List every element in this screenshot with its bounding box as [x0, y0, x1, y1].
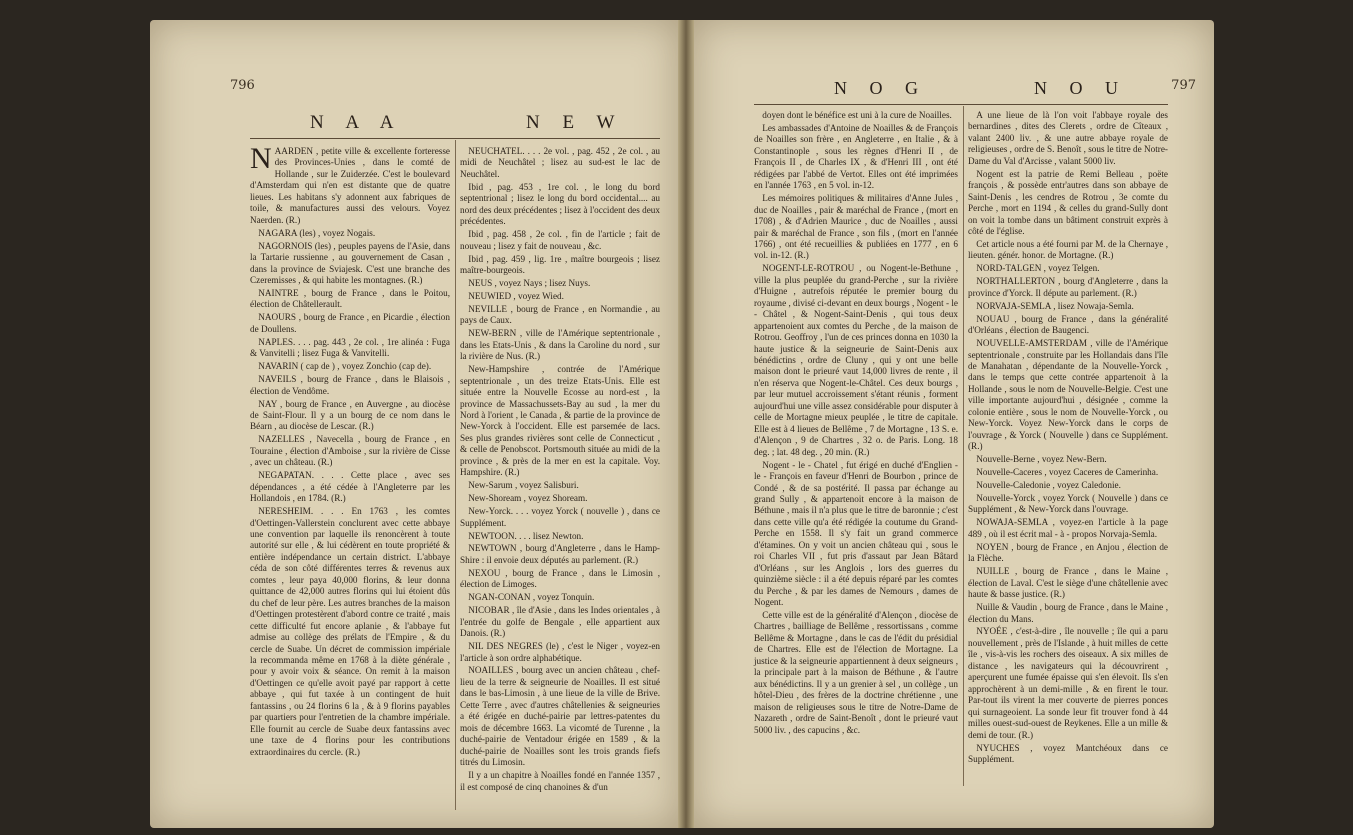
- entry-paragraph: NEVILLE , bourg de France , en Normandie , au pays de Caux.: [460, 303, 660, 326]
- entry-paragraph: Nuille & Vaudin , bourg de France , dans le Maine , élection du Mans.: [968, 602, 1168, 624]
- entry-paragraph: NEXOU , bourg de France , dans le Limosin , élection de Limoges.: [460, 567, 660, 590]
- entry-paragraph: NOWAJA-SEMLA , voyez-en l'article à la page 489 , où il est écrit mal - à - propos Norvaja-Semla.: [968, 517, 1168, 539]
- left-page: [150, 20, 678, 828]
- entry-paragraph: NOUVELLE-AMSTERDAM , ville de l'Amérique septentrionale , construite par les Hollandais dans l'île de Manahatan , dépendante de la Nouvelle-Yorck , dans le temps que cette contrée appartenoit à la Hollande , sous le nom de Nouvelle-Belgie. C'est une ville importante aujourd'hui , désignée , comme la colonie entière , sous le nom de Nouvelle-Yorck , ou New-Yorck. Voyez New-Yorck dans le corps de l'ouvrage , & Yorck ( Nouvelle ) dans ce Supplément. (R.): [968, 338, 1168, 452]
- right-page-number: 797: [1171, 78, 1196, 93]
- right-running-head-2: N O U: [1034, 78, 1127, 98]
- entry-paragraph: NAOURS , bourg de France , en Picardie , élection de Doullens.: [250, 312, 450, 334]
- entry-paragraph: NYOÉE , c'est-à-dire , île nouvelle ; île qui a paru nouvellement , près de l'Islande , à huit milles de cette île , vis-à-vis les rochers des oiseaux. A six milles de distance , les navigateurs qui la découvrirent , aperçurent une fumée épaisse qui s'en élevoit. Ils s'en approchèrent à un demi-mille , & en firent le tour. Par-tout ils virent la mer couverte de pierres ponces qui surnageoient. La sonde leur fit trouver fond à 44 milles ouest-sud-ouest de Reykenes. Elle a un mille & demi de tour. (R.): [968, 626, 1168, 740]
- entry-paragraph: NEGAPATAN. . . . Cette place , avec ses dépendances , a été cédée à l'Angleterre par les Hollandois , en 1784. (R.): [250, 470, 450, 504]
- left-head-rule: [250, 138, 660, 139]
- entry-paragraph: NEW-BERN , ville de l'Amérique septentrionale , dans les Etats-Unis , & dans la Caroline du nord , sur la rivière de Nus. (R.): [460, 328, 660, 362]
- entry-paragraph: Nouvelle-Caledonie , voyez Caledonie.: [976, 480, 1121, 491]
- entry-paragraph: doyen dont le bénéfice est uni à la cure de Noailles.: [762, 110, 952, 120]
- entry-paragraph: NORVAJA-SEMLA , lisez Nowaja-Semla.: [976, 300, 1134, 311]
- entry-paragraph: Nogent - le - Chatel , fut érigé en duché d'Englien - le - François en faveur d'Henri de Bourbon , prince de Condé , & de sa postérité. Il passa par échange au grand Sully , & appartenoit encore à la maison de Béthune , mais il n'a plus que le titre de baronnie ; c'est dans cette ville qu'a été rédigée la coutume du Grand-Perche en 1558. Il s'y fait un grand commerce d'étamines. On y voit un ancien château qui , sous le roi Charles VII , fut pris d'assaut par Jean Bâtard d'Orléans , sur les Anglois , lors des guerres du quinzième siècle : il a été depuis réparé par les comtes du Perche , & par les dames de Nemours , dames de Nogent.: [754, 459, 958, 608]
- entry-paragraph: Ibid , pag. 453 , 1re col. , le long du bord septentrional ; lisez le long du bord occidental.... au nord des deux précédentes ; lisez à l'occident des deux précédentes.: [460, 181, 660, 227]
- entry-paragraph: Nouvelle-Berne , voyez New-Bern.: [976, 454, 1107, 465]
- entry-paragraph: NOGENT-LE-ROTROU , ou Nogent-le-Bethune , ville la plus peuplée du grand-Perche , sur la rivière d'Huigne , autrefois réputée le premier bourg du royaume , divisé ci-devant en deux bourgs , Nogent - le - Châtel , & Nogent-Saint-Denis , qui tous deux appartenoient aux comtes du Perche , de la maison de Rotrou. Geoffroy , l'un de ces princes donna en 1030 la haute justice & la seigneurie de Saint-Denis aux bénédictins , ordre de Cluny , qui y ont une belle maison dont le prieuré vaut 14,000 livres de rente , il n'en réserva que Nogent-le-Châtel. Ces deux bourgs , par leur mutuel accroissement s'étant réunis , forment aujourd'hui une ville assez considérable pour disputer à celle de Mortagne mieux peuplée , le titre de capitale. Elle est à 4 lieues de Bellême , 7 de Mortagne , 13 S. e. d'Alençon , 9 de Chartres , 32 o. de Paris. Long. 18 deg. ; lat. 48 deg. , 20 min. (R.): [754, 263, 958, 457]
- entry-paragraph: NERESHEIM. . . . En 1763 , les comtes d'Oettingen-Vallerstein conclurent avec cette abbaye une convention par laquelle ils renoncèrent à toute autorité sur elle , & lui cédèrent en toute propriété & entière indépendance un certain district. L'abbaye céda de son côté différentes terres & revenus aux comtes , leur paya 40,000 florins, & leur donna quittance de 42,000 autres florins qui lui étoient dûs du chef de leur père. Les autres branches de la maison d'Oettingen protestèrent d'abord contre ce traité , mais cette difficulté fut encore aplanie , & l'abbaye fut admise au collège des prélats de l'Empire , & du cercle de Suabe. Un décret de commission impériale la recommanda même en 1768 à la diète générale , pour y avoir voix & séance. On remit à la maison d'Oettingen ce qu'elle avoit payé par rapport à cette abbaye , qui fut taxée à un contingent de huit fantassins , ou 24 florins 6 la , & à 9 florins payables par quartiers pour l'entretien de la chambre impériale. Elle fournit au cercle de Suabe deux fantassins avec une taxe de 4 florins pour les contributions extraordinaires du cercle. (R.): [250, 506, 450, 757]
- entry-paragraph: NOUAU , bourg de France , dans la généralité d'Orléans , élection de Baugenci.: [968, 313, 1168, 336]
- left-column-divider: [455, 140, 456, 810]
- entry-paragraph: NOAILLES , bourg avec un ancien château , chef-lieu de la terre & seigneurie de Noailles. Il est situé dans le bas-Limosin , à une lieue de la ville de Brive. Cette Terre , avec d'autres châtellenies & seigneuries a été érigée en duché-pairie par lettres-patentes du mois de décembre 1663. La vicomté de Turenne , la duché-pairie de Ventadour érigée en 1589 , & la duché-pairie de Noailles sont les trois grands fiefs titrés du Limosin.: [460, 665, 660, 768]
- entry-paragraph: NORTHALLERTON , bourg d'Angleterre , dans la province d'Yorck. Il députe au parlement. (R.): [968, 276, 1168, 298]
- entry-paragraph: Il y a un chapitre à Noailles fondé en l'année 1357 , il est composé de cinq chanoines & d'un: [460, 770, 660, 792]
- entry-paragraph: NIL DES NEGRES (le) , c'est le Niger , voyez-en l'article à son ordre alphabétique.: [460, 641, 660, 663]
- right-page: [694, 20, 1214, 828]
- entry-paragraph: Ibid , pag. 458 , 2e col. , fin de l'article ; fait de nouveau ; lisez y fait de nouveau , &c.: [460, 229, 660, 251]
- entry-paragraph: Les mémoires politiques & militaires d'Anne Jules , duc de Noailles , pair & maréchal de France , (mort en 1708) , & d'Adrien Maurice , duc de Noailles , aussi pair & maréchal de France , son fils , (mort en l'année 1766) , ont été recueillies & publiées en 1777 , en 6 vol. in-12. (R.): [754, 193, 958, 261]
- entry-paragraph: NAGORNOIS (les) , peuples payens de l'Asie, dans la Tartarie russienne , au gouvernement de Casan , dans la province de Sviajesk. C'est une branche des Czeremisses , & qui habite les montagnes. (R.): [250, 240, 450, 285]
- entry-paragraph: A une lieue de là l'on voit l'abbaye royale des bernardines , dites des Clerets , ordre de Cîteaux , valant 2400 liv. , & une autre abbaye royale de religieuses , ordre de S. Benoît , sous le titre de Notre-Dame du Val d'Arcisse , valant 5000 liv.: [968, 110, 1168, 166]
- entry-paragraph: NAPLES. . . . pag. 443 , 2e col. , 1re alinéa : Fuga & Vanvitelli ; lisez Fuga & Vanvitelli.: [250, 336, 450, 359]
- right-running-head-1: N O G: [834, 78, 927, 98]
- entry-paragraph: NUILLE , bourg de France , dans le Maine , élection de Laval. C'est le siège d'une châtellenie avec haute & basse justice. (R.): [968, 566, 1168, 600]
- left-column-2: [460, 146, 660, 794]
- entry-paragraph: Nouvelle-Yorck , voyez Yorck ( Nouvelle ) dans ce Supplément , & New-Yorck dans l'ouvrage.: [968, 493, 1168, 515]
- entry-paragraph: NAVARIN ( cap de ) , voyez Zonchio (cap de).: [258, 361, 432, 372]
- left-page-number: 796: [230, 78, 255, 93]
- entry-paragraph: NEUWIED , voyez Wied.: [468, 290, 564, 301]
- entry-paragraph: New-Shoream , voyez Shoream.: [468, 493, 588, 504]
- drop-cap: N: [250, 142, 272, 175]
- entry-paragraph: NICOBAR , île d'Asie , dans les Indes orientales , à l'entrée du golfe de Bengale , elle appartient aux Danois. (R.): [460, 605, 660, 639]
- entry-text: AARDEN , petite ville & excellente forteresse des Provinces-Unies , dans le comté de Hollande , sur le Zuiderzée. C'est le boulevard d'Amsterdam qui n'en est distante que de quatre lieues. Les habitans s'y adonnent aux fabriques de toile, & manufactures aussi des velours. Voyez Naerden. (R.): [250, 146, 450, 225]
- entry-paragraph: NOYEN , bourg de France , en Anjou , élection de la Flèche.: [968, 541, 1168, 564]
- entry-paragraph: Nouvelle-Caceres , voyez Caceres de Camerinha.: [976, 467, 1159, 478]
- left-running-head-2: N E W: [526, 112, 624, 133]
- entry-paragraph: Cette ville est de la généralité d'Alençon , diocèse de Chartres , bailliage de Bellême , ressortissans , comme Bellême & Mortagne , dans le cas de l'édit du présidial de Chartres. Elle est de l'élection de Mortagne. La justice & la seigneurie appartiennent à deux seigneurs , la principale part à la maison de Béthune , & l'autre aux bénédictins. Il y a un grenier à sel , un collège , un hôtel-Dieu , des frères de la doctrine chrétienne , une maison de religieuses sous le titre de Notre-Dame de Nazareth , ordre de Saint-Benoît , dont le prieuré vaut 5000 liv. , des capucins , &c.: [754, 609, 958, 735]
- left-running-head-1: N A A: [310, 112, 403, 133]
- entry-paragraph: NEWTOON. . . . lisez Newton.: [468, 530, 584, 541]
- entry-paragraph: NAGARA (les) , voyez Nogais.: [258, 227, 376, 238]
- right-column-divider: [963, 106, 964, 786]
- entry-paragraph: [250, 142, 450, 226]
- entry-paragraph: NAZELLES , Navecella , bourg de France , en Touraine , élection d'Amboise , sur la rivière de Cisse , avec un château. (R.): [250, 434, 450, 468]
- entry-paragraph: New-Sarum , voyez Salisburi.: [468, 480, 579, 491]
- entry-paragraph: NAVEILS , bourg de France , dans le Blaisois , élection de Vendôme.: [250, 374, 450, 396]
- entry-paragraph: New-Yorck. . . . voyez Yorck ( nouvelle ) , dans ce Supplément.: [460, 506, 660, 528]
- entry-paragraph: New-Hampshire , contrée de l'Amérique septentrionale , un des treize Etats-Unis. Elle est située entre la Nouvelle Ecosse au nord-est , la province de Massachussets-Bay au sud , la mer du Nord à l'orient , le Canada , & partie de la province de New-Yorck à l'occident. Elle est parsemée de lacs. Ses plus grandes rivières sont celle de Connecticut , & celle de Penobscot. Portsmouth située au midi de la province , & près de la mer en est la capitale. Voy. Hampshire. (R.): [460, 364, 660, 478]
- right-column-2: [968, 110, 1168, 767]
- entry-paragraph: NEWTOWN , bourg d'Angleterre , dans le Hamp-Shire : il envoie deux députés au parlement. (R.): [460, 543, 660, 565]
- entry-paragraph: Ibid , pag. 459 , lig. 1re , maître bourgeois ; lisez maître-bourgeois.: [460, 253, 660, 276]
- entry-paragraph: Les ambassades d'Antoine de Noailles & de François de Noailles son frère , en Angleterre , en Italie , & à Constantinople , sous les règnes d'Henri II , de François II , de Charles IX , & d'Henri III , ont été rédigées par l'abbé de Vertot. Elles ont été imprimées en l'année 1763 , en 5 vol. in-12.: [754, 122, 958, 191]
- entry-paragraph: NAY , bourg de France , en Auvergne , au diocèse de Saint-Flour. Il y a un bourg de ce nom dans le Béarn , au diocèse de Lescar. (R.): [250, 398, 450, 432]
- entry-paragraph: Nogent est la patrie de Remi Belleau , poëte françois , & possède entr'autres dans son abbaye de Saint-Denis , les cendres de Rotrou , 3e comte du Perche , mort en 1194 , & celles du grand-Sully dont on voit la tombe dans un bâtiment construit exprès à côté de l'église.: [968, 168, 1168, 237]
- left-column-1: [250, 142, 450, 760]
- entry-paragraph: NEUCHATEL. . . . 2e vol. , pag. 452 , 2e col. , au midi de Neuchâtel ; lisez au sud-est le lac de Neuchâtel.: [460, 146, 660, 179]
- entry-paragraph: NGAN-CONAN , voyez Tonquin.: [468, 592, 595, 603]
- entry-paragraph: NORD-TALGEN , voyez Telgen.: [976, 263, 1100, 274]
- right-head-rule: [754, 104, 1168, 105]
- entry-paragraph: NYUCHES , voyez Mantchéoux dans ce Supplément.: [968, 742, 1168, 764]
- entry-paragraph: Cet article nous a été fourni par M. de la Chernaye , lieuten. génér. honor. de Mortagne. (R.): [968, 238, 1168, 261]
- book-gutter: [678, 20, 694, 828]
- entry-paragraph: NAINTRE , bourg de France , dans le Poitou, élection de Châtellerault.: [250, 287, 450, 310]
- entry-paragraph: NEUS , voyez Nays ; lisez Nuys.: [468, 277, 591, 288]
- right-column-1: [754, 110, 958, 737]
